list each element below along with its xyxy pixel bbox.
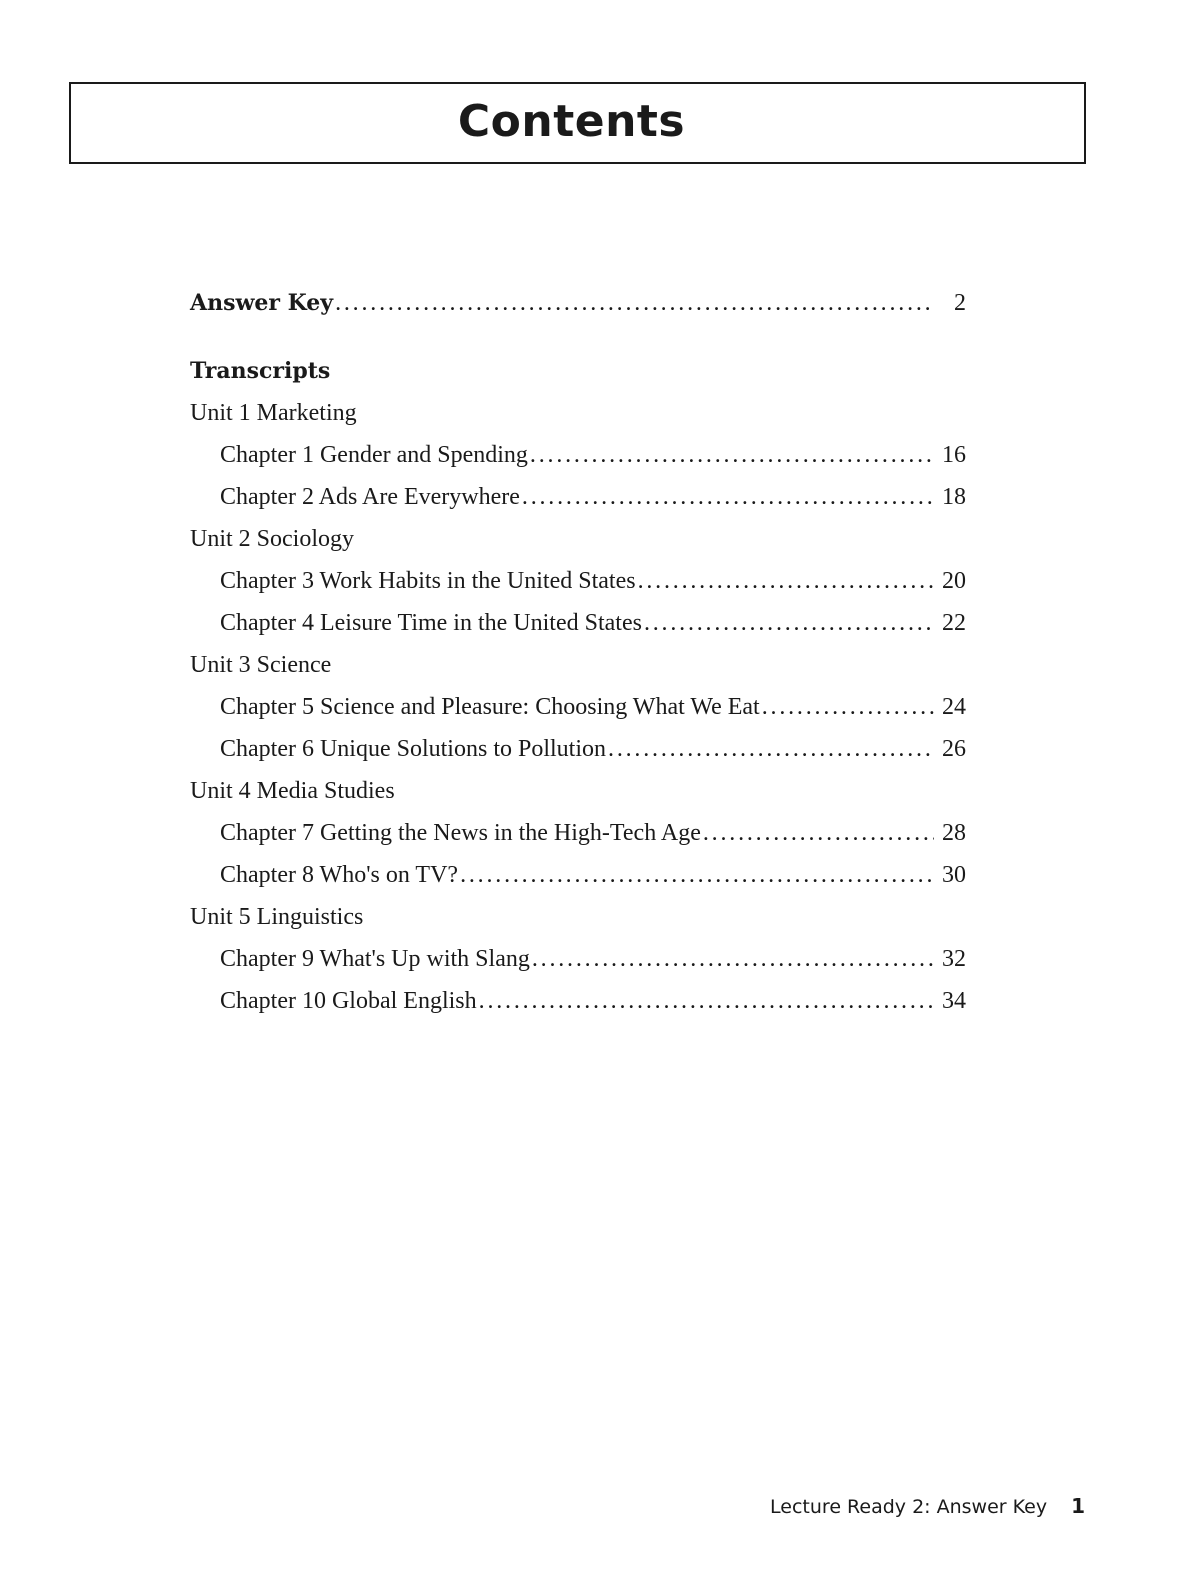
toc-page-number: 22 (942, 610, 966, 636)
toc-entry-label: Chapter 3 Work Habits in the United States (220, 568, 636, 594)
unit-heading: Unit 5 Linguistics (190, 904, 364, 930)
dot-leader (460, 854, 934, 896)
toc-entry-label: Chapter 5 Science and Pleasure: Choosing What We Eat (220, 694, 760, 720)
toc-entry-label: Chapter 2 Ads Are Everywhere (220, 484, 520, 510)
toc-page-number: 20 (942, 568, 966, 594)
toc-entry-label: Chapter 7 Getting the News in the High-Tech Age (220, 820, 701, 846)
footer-title: Lecture Ready 2: Answer Key (770, 1496, 1048, 1518)
toc-entry-label: Chapter 1 Gender and Spending (220, 442, 528, 468)
toc-page-number: 28 (942, 820, 966, 846)
section-heading-transcripts: Transcripts (190, 358, 331, 384)
dot-leader (608, 728, 934, 770)
toc-entry-label: Chapter 4 Leisure Time in the United States (220, 610, 642, 636)
toc-entry-chapter[interactable] (190, 812, 966, 854)
toc-entry-label: Chapter 9 What's Up with Slang (220, 946, 530, 972)
toc-entry-chapter[interactable] (190, 560, 966, 602)
toc-entry-chapter[interactable] (190, 980, 966, 1022)
toc-entry-chapter[interactable] (190, 434, 966, 476)
toc-entry-chapter[interactable] (190, 686, 966, 728)
toc-entry-chapter[interactable] (190, 854, 966, 896)
toc-entry-chapter[interactable] (190, 602, 966, 644)
dot-leader (644, 602, 934, 644)
dot-leader (479, 980, 934, 1022)
toc-entry-label: Chapter 10 Global English (220, 988, 477, 1014)
dot-leader (703, 812, 934, 854)
unit-heading: Unit 4 Media Studies (190, 778, 395, 804)
page-title: Contents (457, 95, 686, 147)
dot-leader (638, 560, 934, 602)
toc-entry-chapter[interactable] (190, 938, 966, 980)
toc-page-number: 32 (942, 946, 966, 972)
unit-heading: Unit 2 Sociology (190, 526, 355, 552)
toc-page-number: 30 (942, 862, 966, 888)
table-of-contents (190, 282, 966, 1022)
dot-leader (335, 282, 934, 324)
toc-entry-label: Chapter 6 Unique Solutions to Pollution (220, 736, 607, 762)
toc-entry-answer-key[interactable] (190, 282, 966, 324)
unit-heading: Unit 1 Marketing (190, 400, 357, 426)
unit-heading: Unit 3 Science (190, 652, 332, 678)
toc-entry-chapter[interactable] (190, 728, 966, 770)
toc-page-number: 34 (942, 988, 966, 1014)
page-footer (770, 1494, 1085, 1518)
dot-leader (762, 686, 934, 728)
dot-leader (530, 434, 934, 476)
toc-page-number: 2 (954, 290, 966, 316)
toc-page-number: 16 (942, 442, 966, 468)
dot-leader (522, 476, 934, 518)
toc-page-number: 26 (942, 736, 966, 762)
toc-page-number: 18 (942, 484, 966, 510)
footer-page-number: 1 (1071, 1494, 1085, 1518)
toc-entry-label: Answer Key (190, 290, 334, 316)
title-box (69, 82, 1086, 164)
toc-page-number: 24 (942, 694, 966, 720)
toc-entry-chapter[interactable] (190, 476, 966, 518)
dot-leader (532, 938, 934, 980)
toc-entry-label: Chapter 8 Who's on TV? (220, 862, 459, 888)
